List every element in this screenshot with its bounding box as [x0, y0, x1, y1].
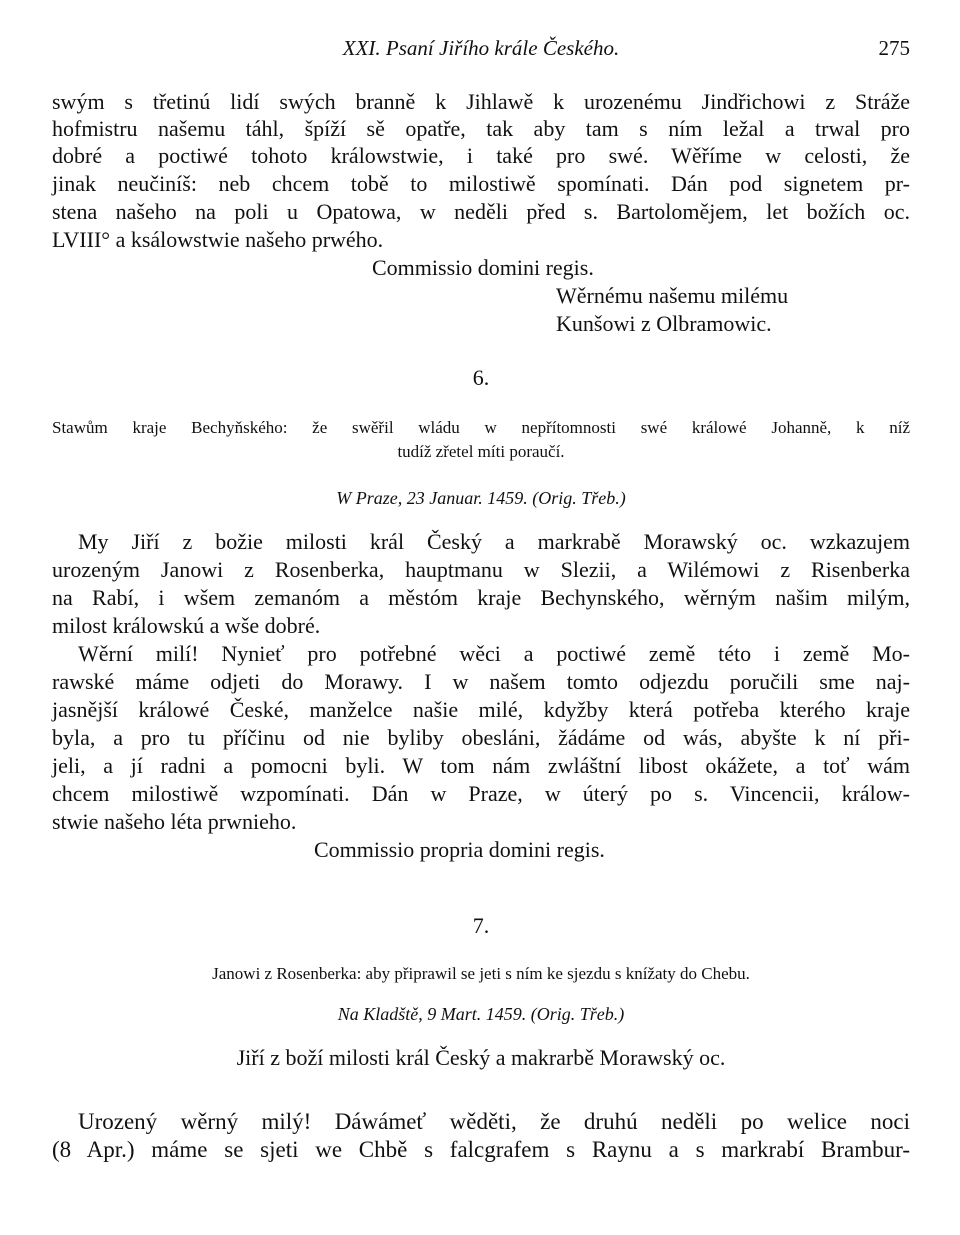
letter-number: 7.	[472, 913, 490, 938]
text-line: swým s třetinú lidí swých branně k Jihlawě k urozenému Jindřichowi z Stráže	[52, 89, 910, 114]
letter-salutation: Jiří z boží milosti král Český a makrarbě Morawský oc.	[236, 1045, 726, 1070]
address-line: Wěrnému našemu milému	[556, 283, 789, 308]
text-line: urozeným Janowi z Rosenberka, hauptmanu w Slezii, a Wilémowi z Risenberka	[52, 557, 910, 582]
text-line: jinak neučiníš: neb chcem tobě to milostiwě spomínati. Dán pod signetem pr-	[52, 171, 910, 196]
letter-number: 6.	[472, 365, 490, 390]
text-line: hofmistru našemu táhl, špíží sě opatře, tak aby tam s ním ležal a trwal pro	[52, 116, 910, 141]
address-line: Kunšowi z Olbramowic.	[556, 311, 772, 336]
running-title: XXI. Psaní Jiřího krále Českého.	[342, 36, 620, 60]
letter-dateline: Na Kladště, 9 Mart. 1459. (Orig. Třeb.)	[337, 1004, 625, 1024]
page-number: 275	[878, 36, 910, 60]
commissio-line: Commissio domini regis.	[372, 255, 594, 280]
text-line: LVIII° a ksálowstwie našeho prwého.	[52, 227, 384, 252]
text-line: Wěrní milí! Nynieť pro potřebné wěci a poctiwé země této i země Mo-	[78, 641, 910, 666]
text-line: (8 Apr.) máme se sjeti we Chbě s falcgrafem s Raynu a s markrabí Brambur-	[52, 1137, 910, 1162]
page-header	[52, 36, 910, 66]
letter-summary: tudíž zřetel míti poraučí.	[397, 442, 565, 461]
letter-summary: Janowi z Rosenberka: aby připrawil se jeti s ním ke sjezdu s knížaty do Chebu.	[212, 964, 750, 983]
text-line: stena našeho na poli u Opatowa, w neděli před s. Bartolomějem, let božích oc.	[52, 199, 910, 224]
text-line: jasnější králowé České, manželce našie milé, kdyžby která potřeba kterého kraje	[52, 697, 910, 722]
text-line: chcem milostiwě wzpomínati. Dán w Praze, w úterý po s. Vincencii, králow-	[52, 781, 910, 806]
text-line: na Rabí, i wšem zemanóm a městóm kraje Bechynského, wěrným našim milým,	[52, 585, 910, 610]
letter-summary: Stawům kraje Bechyňského: že swěřil wládu w nepřítomnosti swé králowé Johanně, k níž	[52, 418, 910, 437]
text-line: Urozený wěrný milý! Dáwámeť wěděti, že druhú neděli po welice noci	[78, 1109, 910, 1134]
text-line: milost králowskú a wše dobré.	[52, 613, 321, 638]
text-line: byla, a pro tu příčinu od nie byliby obesláni, žádáme od wás, abyšte k ní při-	[52, 725, 910, 750]
text-line: My Jiří z božie milosti král Český a markrabě Morawský oc. wzkazujem	[78, 529, 910, 554]
text-line: dobré a poctiwé tohoto králowstwie, i také pro swé. Wěříme w celosti, že	[52, 143, 910, 168]
commissio-line: Commissio propria domini regis.	[314, 837, 605, 862]
text-line: stwie našeho léta prwnieho.	[52, 809, 297, 834]
letter-dateline: W Praze, 23 Januar. 1459. (Orig. Třeb.)	[336, 488, 626, 508]
text-line: jeli, a jí radni a pomocni byli. W tom nám zwláštní libost okážete, a toť wám	[52, 753, 910, 778]
text-line: rawské máme odjeti do Morawy. I w našem tomto odjezdu poručili sme naj-	[52, 669, 910, 694]
